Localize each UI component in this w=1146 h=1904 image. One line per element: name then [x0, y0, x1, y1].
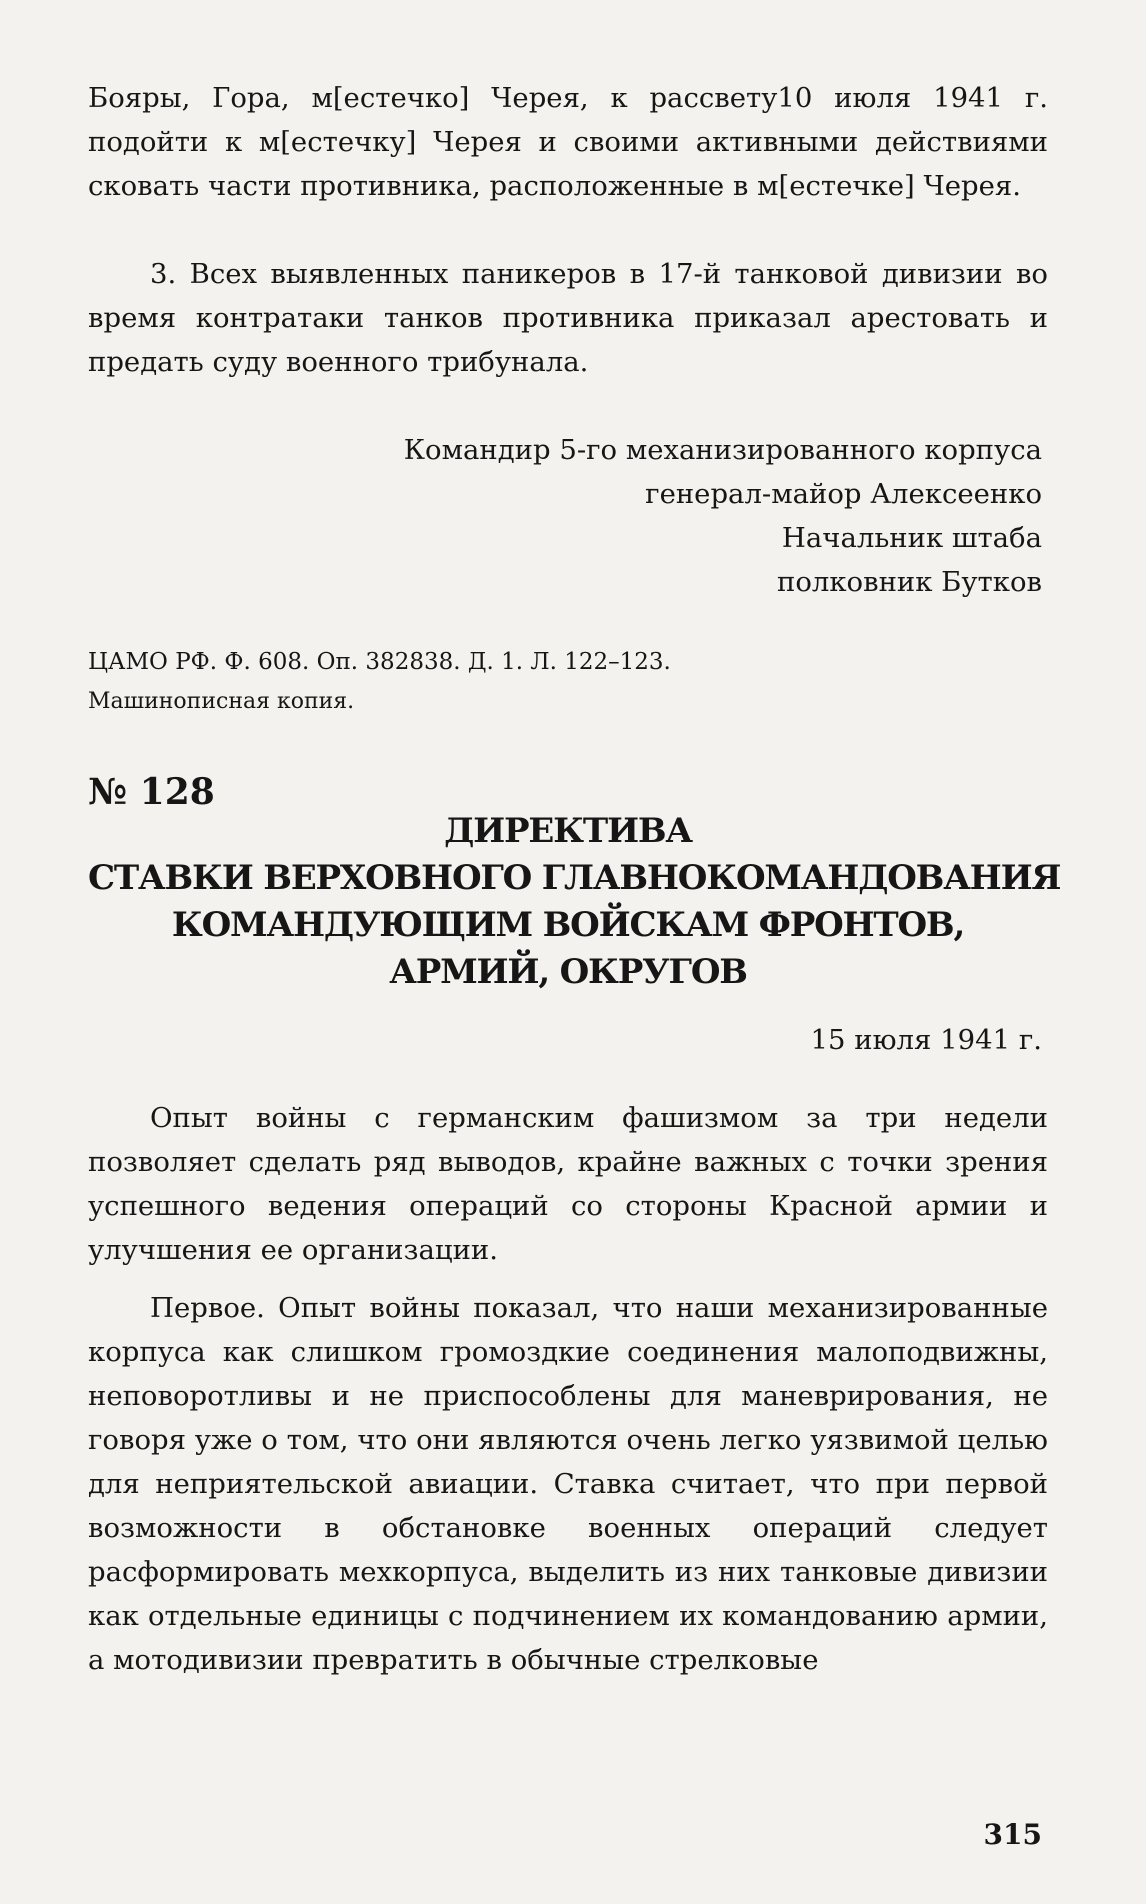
continuation-paragraph [88, 76, 1048, 208]
archive-reference [88, 642, 1048, 722]
order-point-3 [88, 252, 1048, 384]
document-number: № 128 [88, 771, 215, 813]
heading-line-1: ДИРЕКТИВА [444, 811, 692, 851]
body-paragraph-1-text: Опыт войны с германским фашизмом за три недели позволяет сделать ряд выводов, крайне важных с точки зрения успешного ведения операций со стороны Красной армии и улучшения ее организации. [88, 1102, 1048, 1266]
heading-line-3: КОМАНДУЮЩИМ ВОЙСКАМ ФРОНТОВ, [171, 905, 965, 945]
signature-commander-title: Командир 5-го механизированного корпуса [403, 434, 1042, 466]
archive-citation: ЦАМО РФ. Ф. 608. Оп. 382838. Д. 1. Л. 122–123. [88, 649, 671, 675]
signature-chief-title: Начальник штаба [781, 522, 1042, 554]
page-number: 315 [983, 1818, 1042, 1851]
signature-commander-name: генерал-майор Алексеенко [645, 478, 1042, 510]
signature-block [142, 428, 1042, 604]
heading-line-4: АРМИЙ, ОКРУГОВ [389, 952, 747, 992]
continuation-text: Бояры, Гора, м[естечко] Черея, к рассвету10 июля 1941 г. подойти к м[естечку] Черея и своими активными действиями сковать части противника, расположенные в м[естечке] Черея. [88, 82, 1048, 202]
document-date: 15 июля 1941 г. [810, 1024, 1042, 1056]
body-paragraph-2-text: Первое. Опыт войны показал, что наши механизированные корпуса как слишком громоздкие соединения малоподвижны, неповоротливы и не приспособлены для маневрирования, не говоря уже о том, что они являются очень легко уязвимой целью для неприятельской авиации. Ставка считает, что при первой возможности в обстановке военных операций следует расформировать мехкорпуса, выделить из них танковые дивизии как отдельные единицы с подчинением их командованию армии, а мотодивизии превратить в обычные стрелковые [88, 1292, 1048, 1676]
signature-chief-name: полковник Бутков [777, 566, 1042, 598]
document-heading [88, 808, 1061, 996]
heading-line-2: СТАВКИ ВЕРХОВНОГО ГЛАВНОКОМАНДОВАНИЯ [88, 858, 1061, 898]
archive-copy-type: Машинописная копия. [88, 689, 355, 714]
body-paragraph-2 [88, 1286, 1048, 1682]
body-paragraph-1 [88, 1096, 1048, 1272]
order-point-3-text: 3. Всех выявленных паникеров в 17-й танковой дивизии во время контратаки танков противника приказал арестовать и предать суду военного трибунала. [88, 258, 1048, 378]
